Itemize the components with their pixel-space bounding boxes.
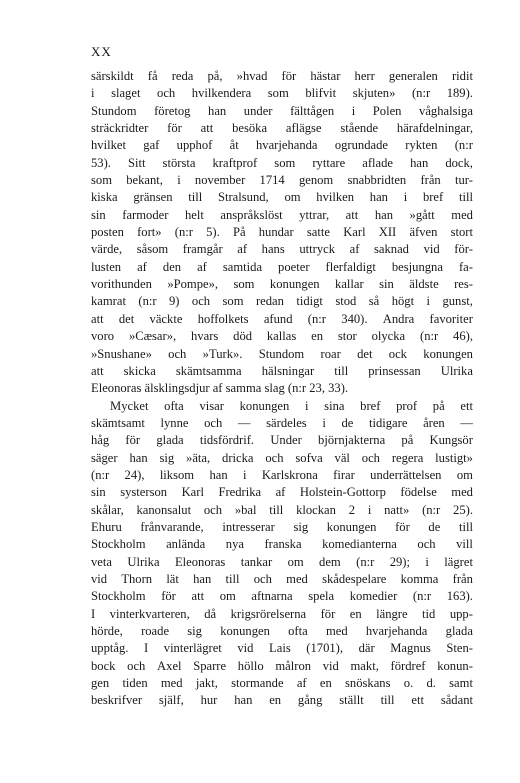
text-line: gen tiden med jakt, stormande af en snöskans o. d. samt xyxy=(91,676,473,691)
text-line: i slaget och hvilkendera som blifvit skjuten» (n:r 189). xyxy=(91,86,473,101)
text-line: håg för glada tidsfördrif. Under björnjakterna på Kungsör xyxy=(91,433,473,448)
text-line: värde, såsom framgår af hans uttryck af saknad vid för- xyxy=(91,242,473,257)
text-line: 53). Sitt största kraftprof som ryttare aflade han dock, xyxy=(91,155,473,170)
text-line: voro »Cæsar», hvars död kallas en stor olycka (n:r 46), xyxy=(91,329,473,344)
text-line: »Snushane» och »Turk». Stundom roar det ock konungen xyxy=(91,346,473,361)
text-line: I vinterkvarteren, då krigsrörelserna för en längre tid upp- xyxy=(91,606,473,621)
text-line: Mycket ofta visar konungen i sina bref prof på ett xyxy=(110,398,473,413)
text-line: kamrat (n:r 9) och som redan tidigt stod så högt i gunst, xyxy=(91,294,473,309)
text-line: att det väckte hoffolkets afund (n:r 340). Andra favoriter xyxy=(91,311,473,326)
text-line: skålar, kanonsalut och »bal till klockan 2 i natt» (n:r 25). xyxy=(91,502,473,517)
text-line: vid Thorn lät han till och med skådespelare komma från xyxy=(91,571,473,586)
text-line: posten fort» (n:r 5). På hundar satte Karl XII äfven stort xyxy=(91,225,473,240)
text-line: kiska gränsen till Stralsund, om hvilken han i bref till xyxy=(91,190,473,205)
text-line: Stockholm för att om aftnarna spela komedier (n:r 163). xyxy=(91,589,473,604)
text-line: lusten af den af samtida poeter flerfaldigt besjungna fa- xyxy=(91,259,473,274)
page-number: XX xyxy=(91,44,112,59)
text-line: sin systerson Karl Fredrika af Holstein-Gottorp födelse med xyxy=(91,485,473,500)
text-line: hvilket gaf upphof åt hvarjehanda ogrundade rykten (n:r xyxy=(91,138,473,153)
text-line: Stockholm anlända nya franska komedianterna och vill xyxy=(91,537,473,552)
text-line: säger han sig »äta, dricka och sofva väl och regera lustigt» xyxy=(91,450,473,465)
text-line: Stundom företog han under fälttågen i Polen våghalsiga xyxy=(91,103,473,118)
text-line: hörde, roade sig konungen ofta med hvarjehanda glada xyxy=(91,624,473,638)
text-line: sin farmoder helt anspråkslöst yttrar, att han »gått med xyxy=(91,207,473,222)
text-line: vorithunden »Pompe», som konungen kallar sin äldste res- xyxy=(91,277,473,292)
body-text xyxy=(91,68,473,710)
text-line: Eleonoras älsklingsdjur af samma slag (n:r 23, 33). xyxy=(91,381,349,396)
text-line: sträckridter för att besöka aflägse stående härafdelningar, xyxy=(91,121,473,136)
text-line: beskrifver själf, hur han en gång ställt till ett sådant xyxy=(91,693,473,708)
text-line: Ehuru frånvarande, intresserar sig konungen för de till xyxy=(91,519,473,534)
text-line: upptåg. I vinterlägret vid Lais (1701), där Magnus Sten- xyxy=(91,641,473,656)
text-line: skämtsamt lynne och — särdeles i de tidigare åren — xyxy=(91,415,473,430)
text-line: veta Ulrika Eleonoras tankar om dem (n:r 29); i lägret xyxy=(91,554,473,569)
text-line: särskildt få reda på, »hvad för hästar herr generalen ridit xyxy=(91,69,473,83)
text-line: som bekant, i november 1714 genom snabbridten från tur- xyxy=(91,173,473,188)
text-line: bock och Axel Sparre höllo målron vid makt, fördref konun- xyxy=(91,658,473,673)
text-line: (n:r 24), liksom han i Karlskrona firar underrättelsen om xyxy=(91,467,473,482)
text-line: att skicka skämtsamma hälsningar till prinsessan Ulrika xyxy=(91,363,473,378)
